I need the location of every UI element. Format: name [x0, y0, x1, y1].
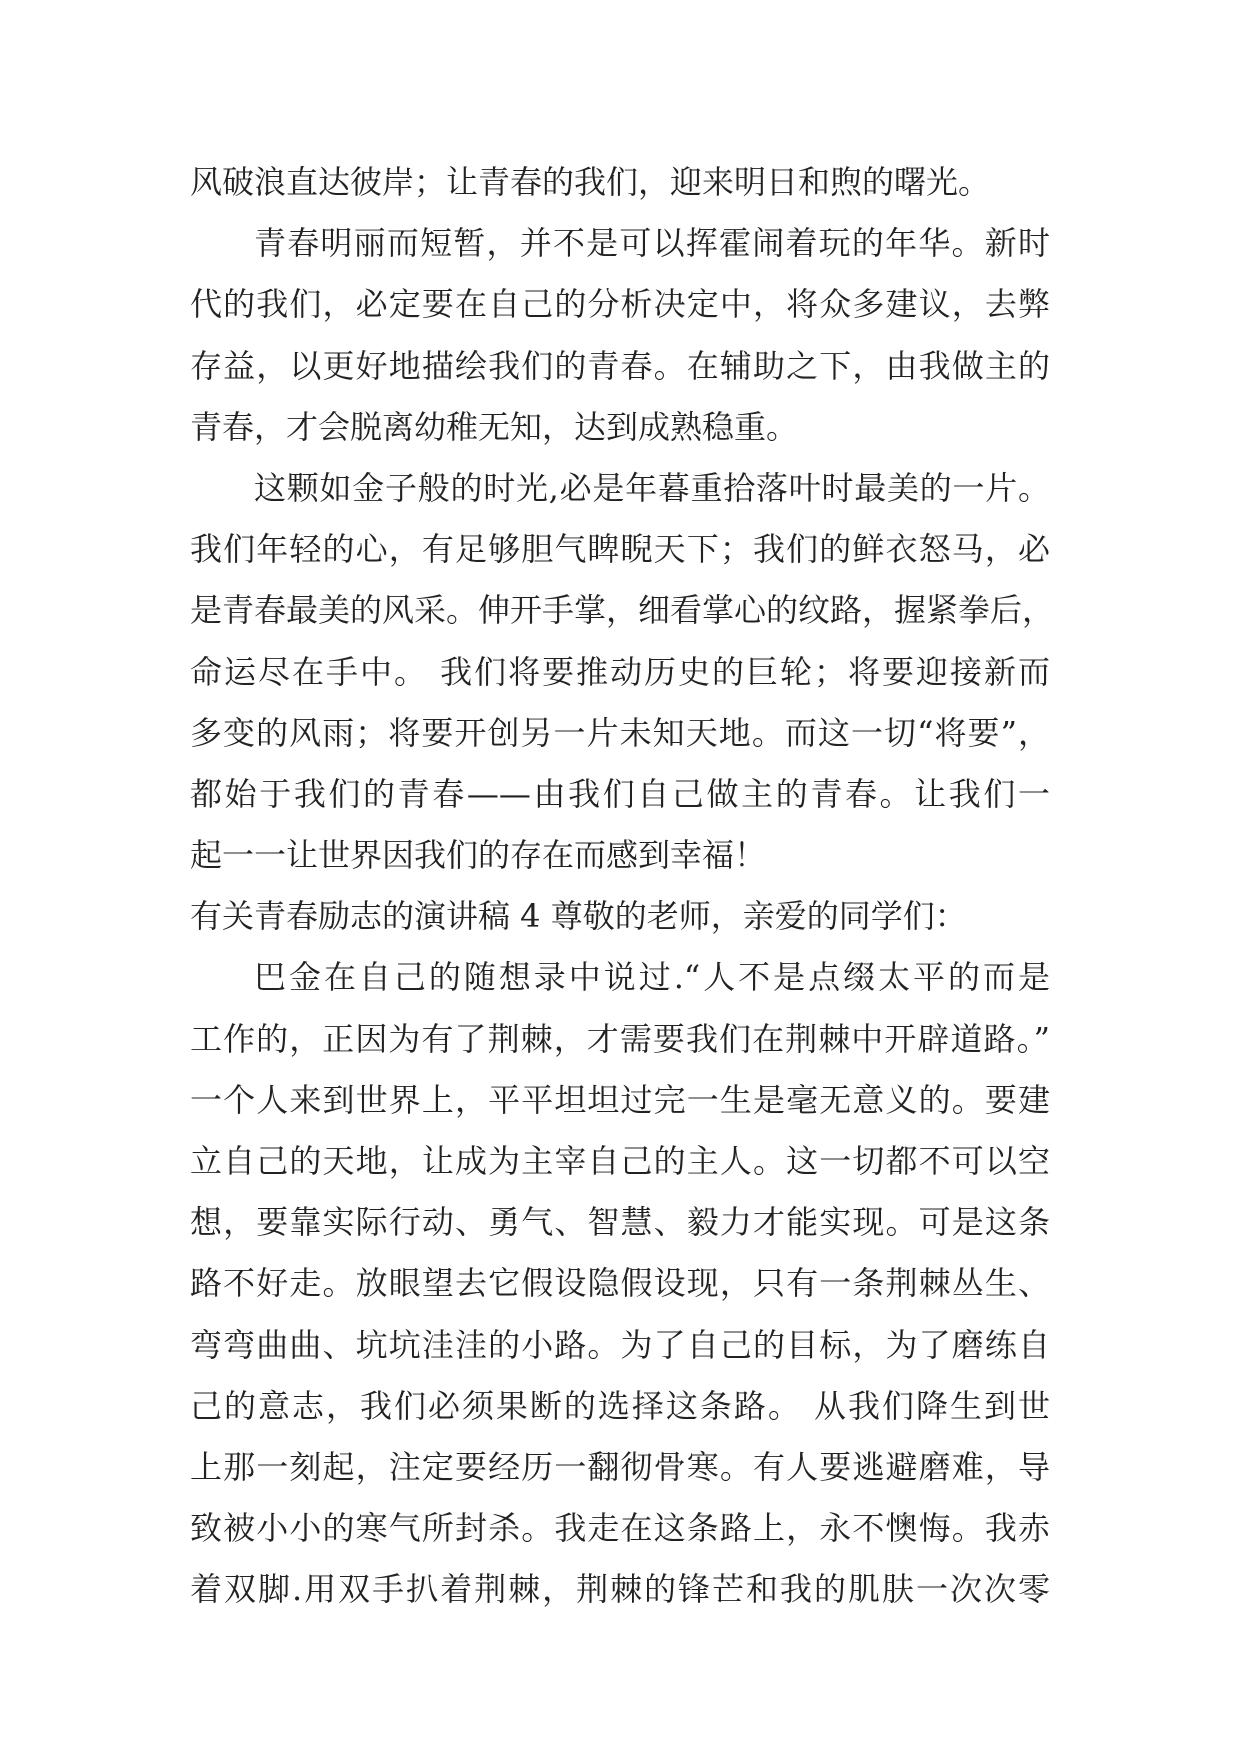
text-line: 起一一让世界因我们的存在而感到幸福！ [190, 836, 767, 875]
text-line: 代的我们，必定要在自己的分析决定中，将众多建议，去弊 [190, 285, 1050, 324]
text-line: 我们年轻的心，有足够胆气睥睨天下；我们的鲜衣怒马，必 [190, 530, 1050, 569]
text-line: 立自己的天地，让成为主宰自己的主人。这一切都不可以空 [190, 1142, 1050, 1180]
text-line: 命运尽在手中。 我们将要推动历史的巨轮；将要迎接新而 [190, 652, 1050, 691]
text-line: 是青春最美的风采。伸开手掌，细看掌心的纹路，握紧拳后， [190, 591, 1055, 630]
text-line: 存益，以更好地描绘我们的青春。在辅助之下，由我做主的 [190, 346, 1050, 385]
text-line: 弯弯曲曲、坑坑洼洼的小路。为了自己的目标，为了磨练自 [190, 1325, 1050, 1364]
text-line: 上那一刻起，注定要经历一翻彻骨寒。有人要逃避磨难，导 [190, 1447, 1050, 1486]
text-line: 路不好走。放眼望去它假设隐假设现，只有一条荆棘丛生、 [190, 1264, 1050, 1303]
text-line: 有关青春励志的演讲稿 4 尊敬的老师，亲爱的同学们： [190, 897, 967, 936]
text-line: 都始于我们的青春——由我们自己做主的青春。让我们一 [190, 774, 1050, 813]
text-line: 己的意志，我们必须果断的选择这条路。 从我们降生到世 [190, 1386, 1050, 1425]
text-line: 青春明丽而短暂，并不是可以挥霍闹着玩的年华。新时 [254, 224, 1050, 263]
text-line: 致被小小的寒气所封杀。我走在这条路上，永不懊悔。我赤 [190, 1509, 1050, 1548]
text-line: 风破浪直达彼岸；让青春的我们，迎来明日和煦的曙光。 [190, 163, 991, 201]
text-line: 巴金在自己的随想录中说过.“人不是点缀太平的而是 [254, 958, 1050, 997]
document-body [190, 152, 1055, 1621]
text-line: 一个人来到世界上，平平坦坦过完一生是毫无意义的。要建 [190, 1080, 1050, 1119]
text-line: 想，要靠实际行动、勇气、智慧、毅力才能实现。可是这条 [190, 1203, 1050, 1242]
text-line: 工作的，正因为有了荆棘，才需要我们在荆棘中开辟道路。” [190, 1019, 1050, 1058]
text-line: 青春，才会脱离幼稚无知，达到成熟稳重。 [190, 407, 799, 446]
text-line: 多变的风雨；将要开创另一片未知天地。而这一切“将要”， [190, 713, 1050, 752]
text-line: 着双脚.用双手扒着荆棘，荆棘的锋芒和我的肌肤一次次零 [190, 1570, 1050, 1609]
text-line: 这颗如金子般的时光,必是年暮重拾落叶时最美的一片。 [254, 468, 1050, 507]
